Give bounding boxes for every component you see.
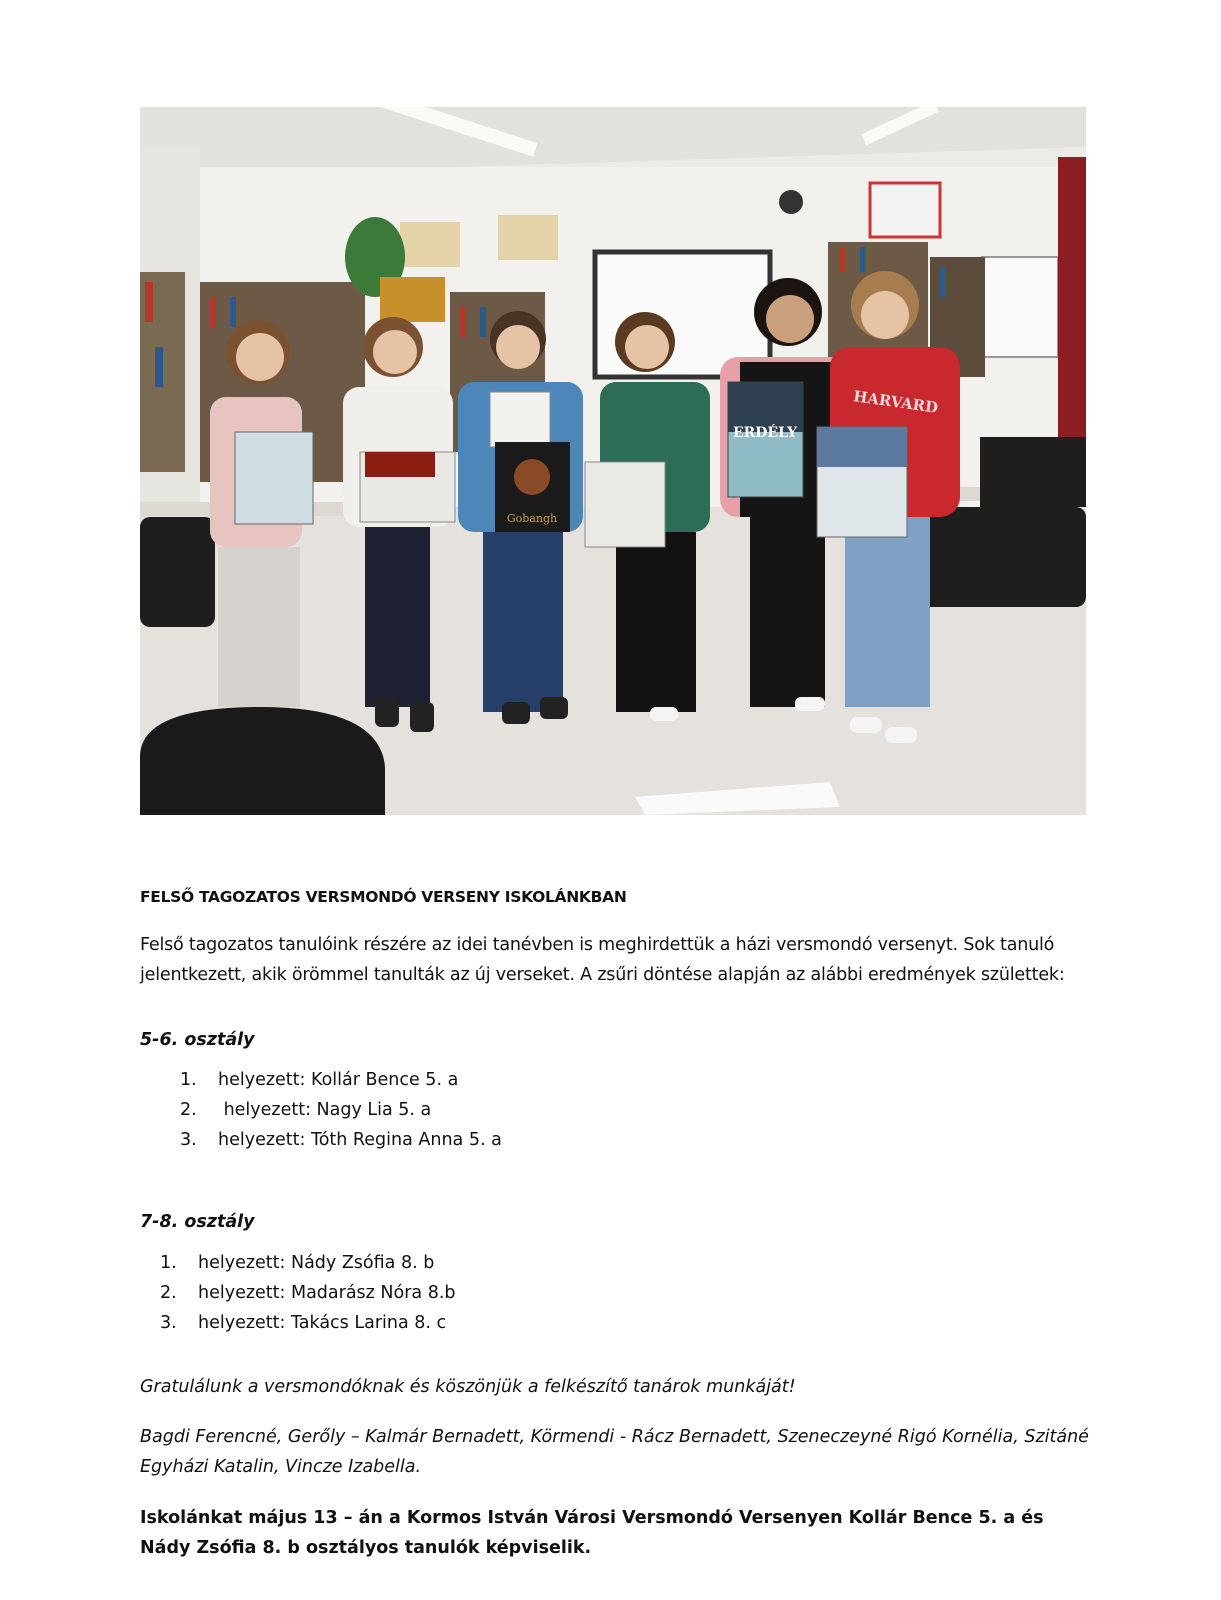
results-list-5-6 xyxy=(180,1065,502,1155)
results-list-7-8 xyxy=(160,1248,456,1338)
award-photo xyxy=(140,107,1086,815)
list-item: 3. helyezett: Tóth Regina Anna 5. a xyxy=(180,1130,502,1150)
list-item: 1. helyezett: Nády Zsófia 8. b xyxy=(160,1253,435,1273)
book-title-label: ERDÉLY xyxy=(732,425,798,441)
article-heading: FELSŐ TAGOZATOS VERSMONDÓ VERSENY ISKOLÁNKBAN xyxy=(140,888,627,906)
group-title-5-6: 5-6. osztály xyxy=(140,1030,255,1050)
classroom-photo-illustration xyxy=(140,107,1086,815)
final-announcement: Iskolánkat május 13 – án a Kormos István Városi Versmondó Versenyen Kollár Bence 5. a és Nády Zsófia 8. b osztályos tanulók képviselik. xyxy=(140,1508,1044,1558)
teachers-list: Bagdi Ferencné, Gerőly – Kalmár Bernadett, Körmendi - Rácz Bernadett, Szeneczeyné Rigó Kornélia, Szitáné Egyházi Katalin, Vincze Izabella. xyxy=(140,1427,1089,1477)
list-item: 1. helyezett: Kollár Bence 5. a xyxy=(180,1070,459,1090)
list-item: 2. helyezett: Nagy Lia 5. a xyxy=(180,1100,432,1120)
intro-paragraph: Felső tagozatos tanulóink részére az idei tanévben is meghirdettük a házi versmondó versenyt. Sok tanuló jelentkezett, akik örömmel tanulták az új verseket. A zsűri döntése alapján az alábbi eredmények születtek: xyxy=(140,935,1065,985)
book-title-label: Gobangh xyxy=(506,512,558,525)
svg-text:HARVARD: HARVARD xyxy=(852,387,940,417)
list-item: 3. helyezett: Takács Larina 8. c xyxy=(160,1313,447,1333)
list-item: 2. helyezett: Madarász Nóra 8.b xyxy=(160,1283,456,1303)
congratulations-text: Gratulálunk a versmondóknak és köszönjük a felkészítő tanárok munkáját! xyxy=(140,1377,796,1397)
group-title-7-8: 7-8. osztály xyxy=(140,1212,255,1232)
